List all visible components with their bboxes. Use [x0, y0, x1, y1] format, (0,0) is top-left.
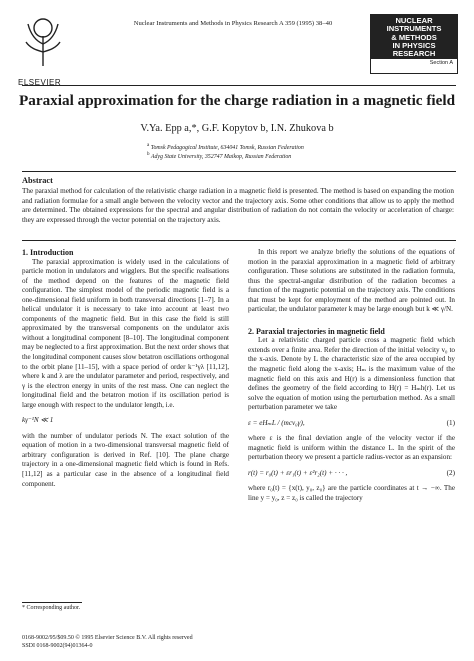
publisher-logo [18, 14, 64, 87]
paper-title: Paraxial approximation for the charge radiation in a magnetic field [18, 92, 456, 109]
paragraph: with the number of undulator periods N. The exact solution of the equation of motion in a two-dimensional transversal magnetic field of arbitrary configuration is derived in Ref. [10]. The plane charge trajectory in a one-dimensional magnetic field which is found in Refs. [11,12] as a particular case in the absence of a longitudinal field component. [22, 431, 229, 488]
badge-line: NUCLEAR [395, 16, 433, 25]
affiliation-b: $^b$ Adyg State University, 352747 Maikop, Russian Federation [147, 152, 292, 160]
footnote: * Corresponding author. [22, 605, 81, 611]
section-heading: 1. Introduction [22, 248, 74, 257]
paragraph: The paraxial approximation is widely used in the calculations of particle motion in undulators and wigglers. But the specific realisations of the method depend on the features of the magnetic field configuration. The simplest model of the periodic magnetic field is a one-dimensional field uniform in both transversal directions [1–7]. In a helical undulator it is necessary to take into account at least two components of the magnetic field. But in this case the field is still approximated by the transversal components on the undulator axis without a longitudinal component [8–10]. The longitudinal component may be neglected to a first approximation. But the next order shows that the longitudinal component causes slow betatron oscillations orthogonal to the orbit plane [11–15], with a space period of order k⁻¹γλ [11,12], where k and λ are the undulator parameter and period, respectively, and γ is the electron energy in units of the rest mass. One can neglect the longitudinal field and the betatron motion if its oscillation period is large enough with respect to the undulator length, i.e. [22, 257, 229, 409]
badge-line: IN PHYSICS [392, 40, 436, 50]
copyright-block [22, 634, 193, 650]
paragraph: where ε is the final deviation angle of the velocity vector if the magnetic field is uniform within the distance L. In the spirit of the perturbation theory we present a particle radius-vector as an expansion: [248, 434, 455, 462]
title-rule [22, 171, 456, 172]
abstract-heading: Abstract [22, 176, 53, 185]
ssdi-line: SSDI 0168-9002(94)01364-0 [22, 643, 93, 649]
paragraph: Let a relativistic charged particle cross a magnetic field which extends over a finite area. Refer the direction of the initial velocity v₀ to the x-axis. Denote by L the characteristic size of the area occupied by the magnetic field along the x-axis; Hₘ is the maximum value of the magnetic field on this axis and H(r) is a dimensionless function that defines the geometry of the field according to H(r) = Hₘh(r). Let us solve the equation of motion using the perturbation method. As a small perturbation parameter we take [248, 336, 455, 412]
equation-text: ε = eHₘL / (mcv₀γ), [248, 418, 305, 427]
left-column [22, 248, 229, 489]
equation-number: (2) [446, 468, 455, 477]
inline-equation [22, 416, 229, 426]
badge-line: & METHODS [391, 32, 437, 42]
badge-line: RESEARCH [392, 49, 436, 59]
abstract-text: The paraxial method for calculation of the relativistic charge radiation in a magnetic field is presented. The method is based on expanding the motion and radiation formulae for a small angle between the velocity vector and the trajectory axis. Some other conditions that allow us to apply the method are determined. The obtained expressions for the spectral and angular distribution of radiation do not contain the velocity or acceleration of charge: they are expressed through the vector potential on the trajectory axis. [22, 187, 454, 224]
copyright-line: 0168-9002/95/$09.50 © 1995 Elsevier Science B.V. All rights reserved [22, 635, 193, 641]
section-heading: 2. Paraxial trajectories in magnetic field [248, 326, 385, 336]
badge-line: INSTRUMENTS [386, 24, 442, 34]
tree-logo-icon [22, 14, 64, 68]
right-column [248, 248, 455, 504]
equation-text: r(t) = r₀(t) + εr₁(t) + ε²r₂(t) + · · · , [248, 468, 348, 477]
journal-citation: Nuclear Instruments and Methods in Physics Research A 359 (1995) 38–40 [133, 20, 333, 27]
footnote-rule [22, 602, 82, 603]
journal-badge [370, 14, 458, 74]
paragraph: In this report we analyze briefly the solutions of the equations of motion in the paraxial approximation in a magnetic field of arbitrary configuration. These solutions are substituted in the radiation formula, thus the spectral-angular distribution of the radiation becomes a function of the magnetic potential on the trajectory axis. The conditions that must be kept for employment of the method are pointed out. In particular, the undulator parameter k may be large enough but k ≪ γ/N. [248, 248, 455, 314]
abstract-rule [22, 240, 456, 241]
publisher-name: ELSEVIER [18, 78, 62, 87]
header-rule [22, 85, 456, 86]
equation-1 [248, 419, 455, 429]
paragraph: where r₀(t) = {x(t), y₀, z₀} are the particle coordinates at t → −∞. The line y = y₀, z = z₀ is called the trajectory [248, 484, 455, 503]
equation-2 [248, 469, 455, 479]
affiliation-a: $^a$ Tomsk Pedagogical Institute, 634041 Tomsk, Russian Federation [147, 143, 304, 151]
badge-section: Section A [429, 60, 453, 67]
equation-text: kγ⁻¹N ≪ 1 [22, 416, 54, 425]
author-list: V.Ya. Epp a,*, G.F. Kopytov b, I.N. Zhukova b [140, 123, 334, 134]
equation-number: (1) [446, 418, 455, 427]
